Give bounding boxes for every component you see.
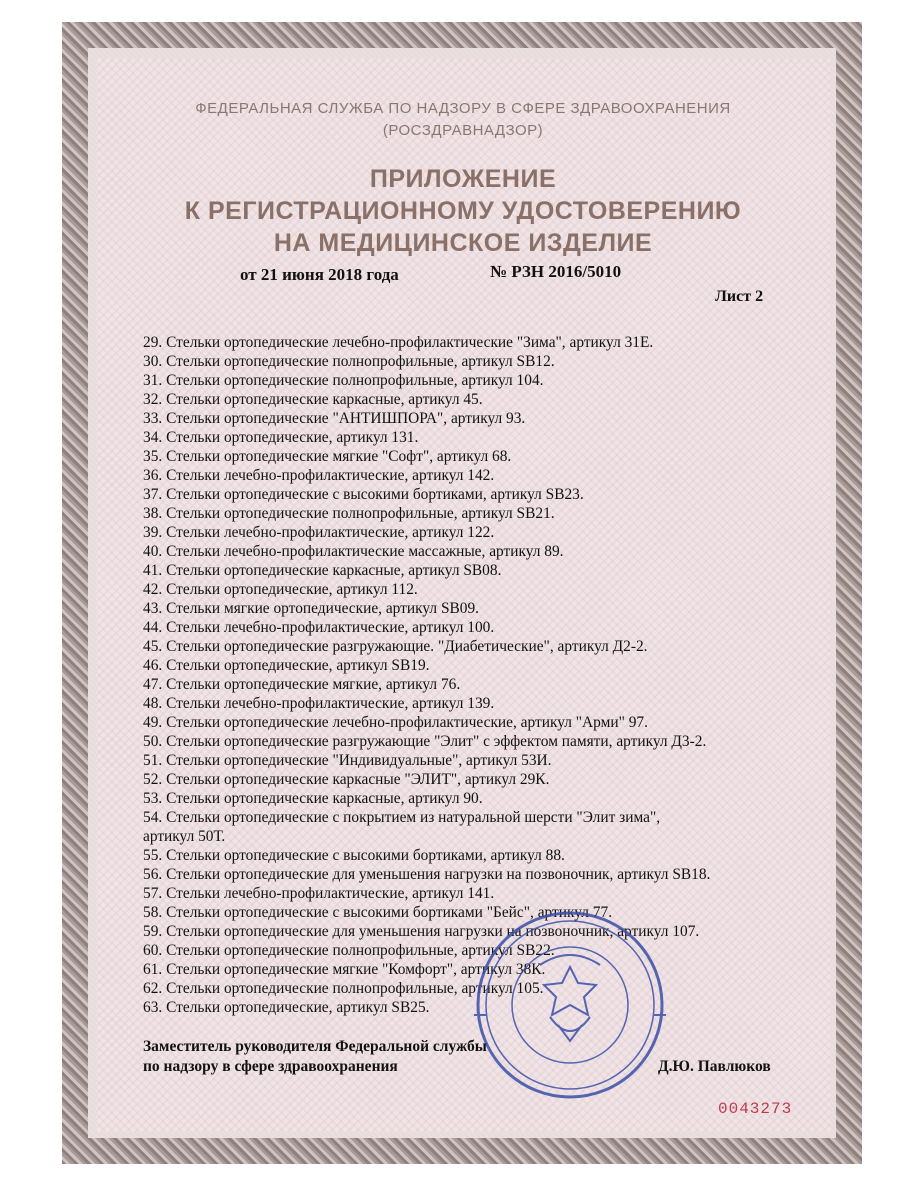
list-item: 51. Стельки ортопедические "Индивидуальные", артикул 53И.: [143, 752, 552, 769]
list-item: 52. Стельки ортопедические каркасные "ЭЛИТ", артикул 29К.: [143, 771, 550, 788]
list-item: 56. Стельки ортопедические для уменьшения нагрузки на позвоночник, артикул SB18.: [143, 866, 711, 883]
list-item-continuation: артикул 50Т.: [143, 828, 226, 845]
list-item: 41. Стельки ортопедические каркасные, артикул SB08.: [143, 562, 502, 579]
list-item: 33. Стельки ортопедические "АНТИШПОРА", артикул 93.: [143, 410, 526, 427]
list-item: 50. Стельки ортопедические разгружающие "Элит" с эффектом памяти, артикул Д3-2.: [143, 733, 707, 750]
list-item: 38. Стельки ортопедические полнопрофильные, артикул SB21.: [143, 505, 555, 522]
agency-name: ФЕДЕРАЛЬНАЯ СЛУЖБА ПО НАДЗОРУ В СФЕРЕ ЗДРАВООХРАНЕНИЯ: [195, 100, 731, 117]
serial-number: 0043273: [718, 1100, 793, 1118]
list-item: 36. Стельки лечебно-профилактические, артикул 142.: [143, 467, 495, 484]
document-subtitle-line2: НА МЕДИЦИНСКОЕ ИЗДЕЛИЕ: [273, 229, 653, 257]
signer-title-line2: по надзору в сфере здравоохранения: [143, 1058, 398, 1075]
list-item: 30. Стельки ортопедические полнопрофильные, артикул SB12.: [143, 353, 555, 370]
document-title: ПРИЛОЖЕНИЕ: [369, 165, 557, 193]
list-item: 58. Стельки ортопедические с высокими бортиками "Бейс", артикул 77.: [143, 904, 613, 921]
list-item: 59. Стельки ортопедические для уменьшения нагрузки на позвоночник, артикул 107.: [143, 923, 700, 940]
sheet-number: Лист 2: [715, 288, 764, 305]
list-item: 63. Стельки ортопедические, артикул SB25.: [143, 999, 430, 1016]
list-item: 57. Стельки лечебно-профилактические, артикул 141.: [143, 885, 495, 902]
list-item: 48. Стельки лечебно-профилактические, артикул 139.: [143, 695, 495, 712]
list-item: 46. Стельки ортопедические, артикул SB19.: [143, 657, 430, 674]
list-item: 60. Стельки ортопедические полнопрофильные, артикул SB22.: [143, 942, 555, 959]
signer-name: Д.Ю. Павлюков: [658, 1058, 771, 1075]
list-item: 39. Стельки лечебно-профилактические, артикул 122.: [143, 524, 495, 541]
registration-number: № РЗН 2016/5010: [490, 262, 622, 281]
agency-abbreviation: (РОСЗДРАВНАДЗОР): [382, 122, 544, 139]
signer-title-line1: Заместитель руководителя Федеральной службы: [143, 1038, 487, 1055]
document-subtitle-line1: К РЕГИСТРАЦИОННОМУ УДОСТОВЕРЕНИЮ: [184, 197, 742, 225]
list-item: 49. Стельки ортопедические лечебно-профилактические, артикул "Арми" 97.: [143, 714, 648, 731]
list-item: 54. Стельки ортопедические с покрытием из натуральной шерсти "Элит зима",: [143, 809, 661, 826]
list-item: 31. Стельки ортопедические полнопрофильные, артикул 104.: [143, 372, 544, 389]
list-item: 29. Стельки ортопедические лечебно-профилактические "Зима", артикул 31Е.: [143, 334, 654, 351]
list-item: 62. Стельки ортопедические полнопрофильные, артикул 105.: [143, 980, 544, 997]
list-item: 45. Стельки ортопедические разгружающие. "Диабетические", артикул Д2-2.: [143, 638, 648, 655]
list-item: 42. Стельки ортопедические, артикул 112.: [143, 581, 418, 598]
list-item: 32. Стельки ортопедические каркасные, артикул 45.: [143, 391, 483, 408]
list-item: 61. Стельки ортопедические мягкие "Комфорт", артикул 38К.: [143, 961, 546, 978]
list-item: 35. Стельки ортопедические мягкие "Софт", артикул 68.: [143, 448, 512, 465]
list-item: 47. Стельки ортопедические мягкие, артикул 76.: [143, 676, 461, 693]
list-item: 43. Стельки мягкие ортопедические, артикул SB09.: [143, 600, 480, 617]
list-item: 55. Стельки ортопедические с высокими бортиками, артикул 88.: [143, 847, 565, 864]
list-item: 40. Стельки лечебно-профилактические массажные, артикул 89.: [143, 543, 564, 560]
list-item: 34. Стельки ортопедические, артикул 131.: [143, 429, 419, 446]
list-item: 37. Стельки ортопедические с высокими бортиками, артикул SB23.: [143, 486, 584, 503]
issue-date: от 21 июня 2018 года: [240, 265, 399, 284]
official-seal-icon: [470, 905, 670, 1105]
list-item: 53. Стельки ортопедические каркасные, артикул 90.: [143, 790, 483, 807]
list-item: 44. Стельки лечебно-профилактические, артикул 100.: [143, 619, 495, 636]
